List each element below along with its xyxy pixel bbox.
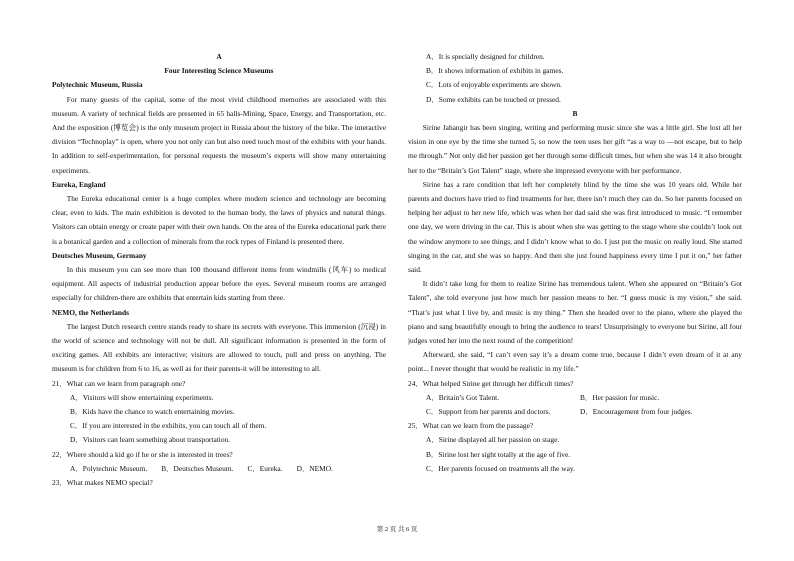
left-column <box>52 50 386 490</box>
q24-option-d: D．Encouragement from four judges. <box>580 407 693 417</box>
question-25: 25．What can we learn from the passage? <box>408 421 534 431</box>
q21-option-b: B．Kids have the chance to watch entertaining movies. <box>70 407 235 417</box>
museum-1-text: For many guests of the capital, some of the most vivid childhood memories are associated with this museum. A variety of technical fields are presented in 65 halls-Mining, Space, Energy, and Transportation, etc. And the exposition (博览会) is the only museum project in Russia about the history of the bike. The interactive division “Technoplay” is open, where you not only can but also need touch most of the exhibits with your hands. In addition to self-experimentation, for personal requests the museum’s experts will show many entertaining experiments. <box>52 94 386 175</box>
museum-4-title: NEMO, the Netherlands <box>52 307 129 317</box>
q21-option-a: A．Visitors will show entertaining experiments. <box>70 392 214 402</box>
q24-option-b: B．Her passion for music. <box>580 392 660 402</box>
q22-option-c: C．Eureka. <box>247 463 283 473</box>
section-b-label: B <box>572 108 578 118</box>
q25-option-a: A．Sirine displayed all her passion on stage. <box>426 435 560 445</box>
passage-b-paragraph-2: Sirine has a rare condition that left her completely blind by the time she was 10 years old. While her parents and doctors have tried to find treatments for her, there isn’t much they can do. So her parents focused on helping her adjust to her new life, which was when her dad said she was first introduced to music. “I remember one day, we were driving in the car. This is about when she was getting to the stage where she couldn’t look out the window anymore to see things, and I didn’t know what to do. I just put the music on really loud. She started singing in the car, and she was so happy. And then she just found happiness every time I put it on,” her father said. <box>408 179 742 275</box>
q23-option-c: C．Lots of enjoyable experiments are shown. <box>426 80 562 90</box>
q21-option-c: C．If you are interested in the exhibits, you can touch all of them. <box>70 421 267 431</box>
q22-options <box>52 462 386 476</box>
q24-options-row-1 <box>408 391 742 405</box>
q25-option-b: B．Sirine lost her sight totally at the age of five. <box>426 449 571 459</box>
q24-option-c: C．Support from her parents and doctors. <box>426 407 551 417</box>
passage-b-paragraph-4: Afterward, she said, “I can’t even say it’s a dream come true, because I didn’t even dream of it at any point... I never thought that would be realistic in my life.” <box>408 350 742 374</box>
museum-3-text: In this museum you can see more than 100 thousand different items from windmills (风车) to medical equipment. All aspects of industrial production appear before the eyes. Several museum rooms are arranged especially for children-there are exhibits that entertain kids starting from three. <box>52 265 386 303</box>
q23-option-b: B．It shows information of exhibits in games. <box>426 66 564 76</box>
museum-2-title: Eureka, England <box>52 179 106 189</box>
q22-option-d: D．NEMO. <box>296 463 333 473</box>
right-column <box>408 50 742 476</box>
museum-4-text: The largest Dutch research centre stands ready to share its secrets with everyone. This immersion (沉浸) in the world of science and technology will not be dull. All significant information is presented in the form of exciting games. All exhibits are interactive; visitors are allowed to touch, pull and press on anything. The museum is for children from 6 to 16, as well as for their parents-it will be interesting to all. <box>52 321 386 374</box>
question-23: 23．What makes NEMO special? <box>52 478 153 488</box>
q25-option-c: C．Her parents focused on treatments all the way. <box>426 463 575 473</box>
museum-1-title: Polytechnic Museum, Russia <box>52 80 143 90</box>
museum-3-title: Deutsches Museum, Germany <box>52 250 147 260</box>
q23-option-a: A．It is specially designed for children. <box>426 52 545 61</box>
question-24: 24．What helped Sirine get through her difficult times? <box>408 378 574 388</box>
section-a-label: A <box>216 52 222 61</box>
passage-b-paragraph-1: Sirine Jahangir has been singing, writing and performing music since she was a little girl. She lost all her vision in one eye by the time she turned 5, so now the teen uses her gift “as a way to —not escape, but to help me through.” Not only did her passion get her through some difficult times, but when she was 14 it also brought her to the “Britain’s Got Talent” stage, where she impressed everyone with her performance. <box>408 123 742 175</box>
page-number-footer: 第 2 页 共 6 页 <box>376 526 418 533</box>
question-22: 22．Where should a kid go if he or she is interested in trees? <box>52 449 233 459</box>
q22-option-a: A．Polytechnic Museum. <box>70 463 148 473</box>
q24-options-row-2 <box>408 405 742 419</box>
passage-b-paragraph-3: It didn’t take long for them to realize Sirine has tremendous talent. When she appeared on “Britain’s Got Talent”, she told everyone just how much her passion means to her. “I guess music is my vision,” she said. “That’s just what I live by, and music is my thing.” Then she headed over to the piano, where she played the piano and sang beautifully enough to bring the audience to tears! Unsurprisingly to everyone but Sirine, all four judges voted her into the next round of the competition! <box>408 279 742 346</box>
passage-a-title: Four Interesting Science Museums <box>164 66 274 76</box>
q22-option-b: B．Deutsches Museum. <box>161 463 234 473</box>
q21-option-d: D．Visitors can learn something about transportation. <box>70 435 231 445</box>
q23-option-d: D．Some exhibits can be touched or pressed. <box>426 94 561 104</box>
museum-2-text: The Eureka educational center is a huge complex where modern science and technology are becoming clear, even to kids. The main exhibition is devoted to the human body, the laws of physics and natural things. Visitors can obtain energy or create paper with their own hands. On the area of the Eureka educational park there is a botanical garden and a collection of minerals from the rock types of Finland is presented there. <box>52 194 386 246</box>
question-21: 21．What can we learn from paragraph one? <box>52 378 186 388</box>
q24-option-a: A．Britain’s Got Talent. <box>426 392 500 402</box>
